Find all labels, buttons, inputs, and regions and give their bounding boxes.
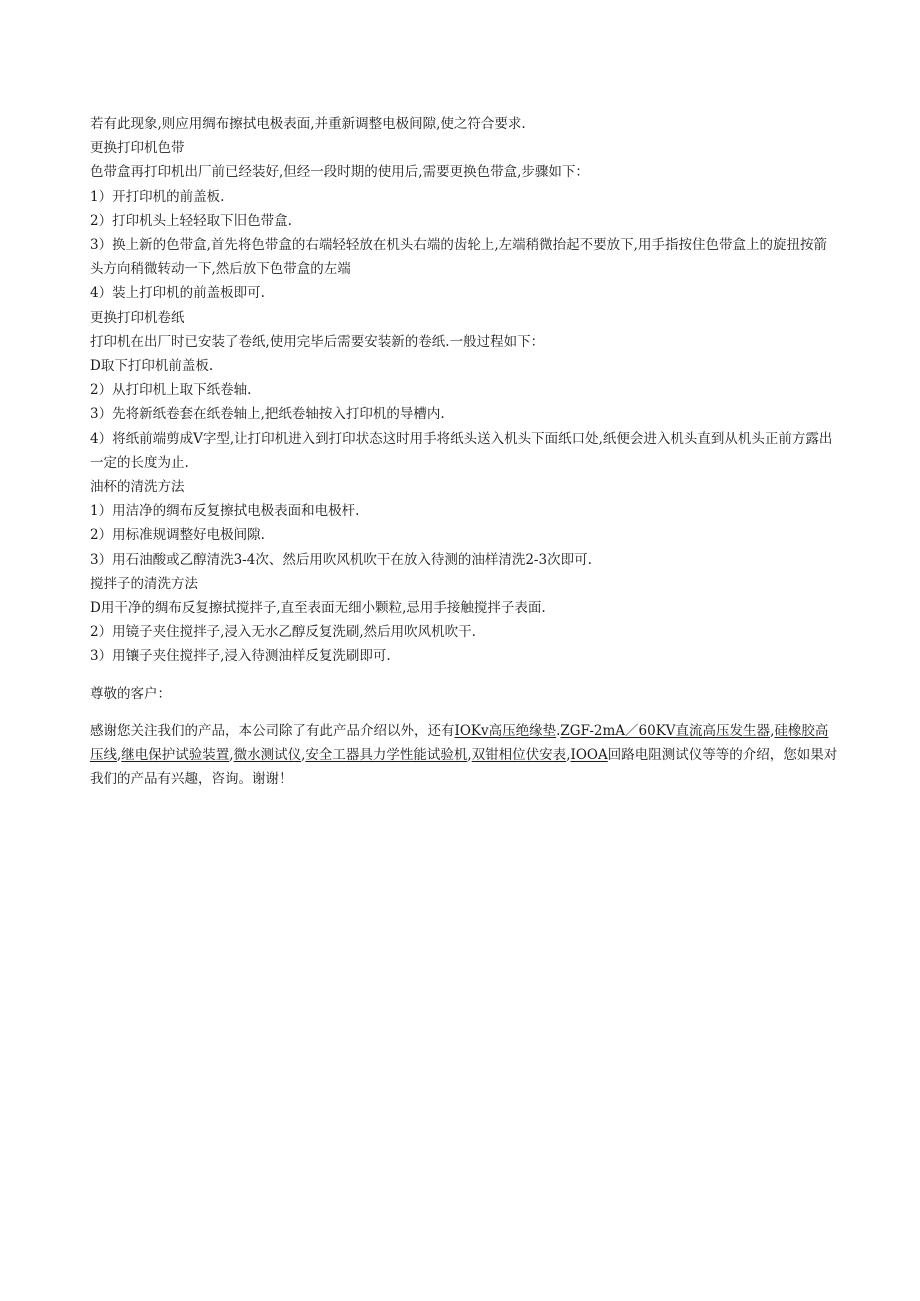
link-safety-tool-mechanics-tester[interactable]: 安全工器具力学性能试验机 xyxy=(305,747,468,764)
body-line: 若有此现象,则应用绸布擦拭电极表面,并重新调整电极间隙,使之符合要求. xyxy=(90,116,526,132)
separator: , xyxy=(117,747,122,764)
outro-text: 回路电阻测试仪等等的介绍，您如果对我们的产品有兴趣，咨询。谢谢！ xyxy=(90,747,838,788)
separator: , xyxy=(770,722,775,739)
step-line: 4）装上打印机的前盖板即可. xyxy=(90,285,265,302)
step-line: 4）将纸前端剪成V字型,让打印机进入到打印状态这时用手将纸头送入机头下面纸口处,纸便会进入机头直到从机头正前方露出一定的长度为止. xyxy=(90,430,833,471)
section-heading-ribbon: 更换打印机色带 xyxy=(90,140,185,157)
link-micro-water-tester[interactable]: 微水测试仪 xyxy=(233,747,302,764)
link-dual-clamp-phase-meter[interactable]: 双钳相位伏安表 xyxy=(471,747,567,764)
intro-text: 感谢您关注我们的产品，本公司除了有此产品介绍以外，还有 xyxy=(90,722,455,739)
step-line: D用干净的绸布反复擦拭搅拌子,直至表面无细小颗粒,忌用手接触搅拌子表面. xyxy=(90,600,546,617)
step-line: 2）打印机头上轻轻取下旧色带盒. xyxy=(90,212,292,229)
step-line: 2）用标准规调整好电极间隙. xyxy=(90,527,265,544)
separator: . xyxy=(556,722,561,739)
step-line: 3）用镶子夹住搅拌子,浸入待测油样反复洗刷即可. xyxy=(90,648,391,665)
link-silicone-hv-cable[interactable]: 硅橡胶高压线 xyxy=(90,722,829,764)
link-loop-resistance-tester[interactable]: IOOA xyxy=(570,747,608,764)
separator: , xyxy=(229,747,234,764)
separator: , xyxy=(467,747,472,764)
product-links-paragraph xyxy=(90,719,840,792)
body-line: 打印机在出厂时已安装了卷纸,使用完毕后需要安装新的卷纸.一般过程如下： xyxy=(90,333,545,350)
step-line: 2）从打印机上取下纸卷轴. xyxy=(90,382,252,399)
step-line: 1）开打印机的前盖板. xyxy=(90,188,225,205)
spacer xyxy=(90,669,840,682)
step-line: 3）先将新纸卷套在纸卷轴上,把纸卷轴按入打印机的导槽内. xyxy=(90,406,445,423)
step-line: 3）用石油酸或乙醇清洗3-4次、然后用吹风机吹干在放入待测的油样清洗2-3次即可. xyxy=(90,551,592,568)
link-dc-hv-generator[interactable]: ZGF-2mA／60KV直流高压发生器 xyxy=(560,722,771,739)
step-line: 1）用洁净的绸布反复擦拭电极表面和电极杆. xyxy=(90,503,360,520)
link-insulation-mat[interactable]: IOKv高压绝缘垫 xyxy=(454,722,557,739)
separator: , xyxy=(301,747,306,764)
step-line: 2）用镜子夹住搅拌子,浸入无水乙醇反复洗刷,然后用吹风机吹干. xyxy=(90,624,476,641)
section-heading-stirrer: 搅拌子的清洗方法 xyxy=(90,575,198,592)
document-page xyxy=(90,112,840,791)
section-heading-oil-cup: 油杯的清洗方法 xyxy=(90,479,185,496)
step-line: 3）换上新的色带盒,首先将色带盒的右端轻轻放在机头右端的齿轮上,左端稍微抬起不要放下,用手指按住色带盒上的旋扭按箭头方向稍微转动一下,然后放下色带盒的左端 xyxy=(90,237,827,278)
link-relay-protection-tester[interactable]: 继电保护试验装置 xyxy=(121,747,230,764)
greeting: 尊敬的客户： xyxy=(90,685,171,702)
separator: , xyxy=(566,747,571,764)
spacer xyxy=(90,706,840,719)
body-line: 色带盒再打印机出厂前已经装好,但经一段时期的使用后,需要更换色带盒,步骤如下： xyxy=(90,164,589,181)
step-line: D取下打印机前盖板. xyxy=(90,358,214,375)
section-heading-paper: 更换打印机卷纸 xyxy=(90,309,185,326)
